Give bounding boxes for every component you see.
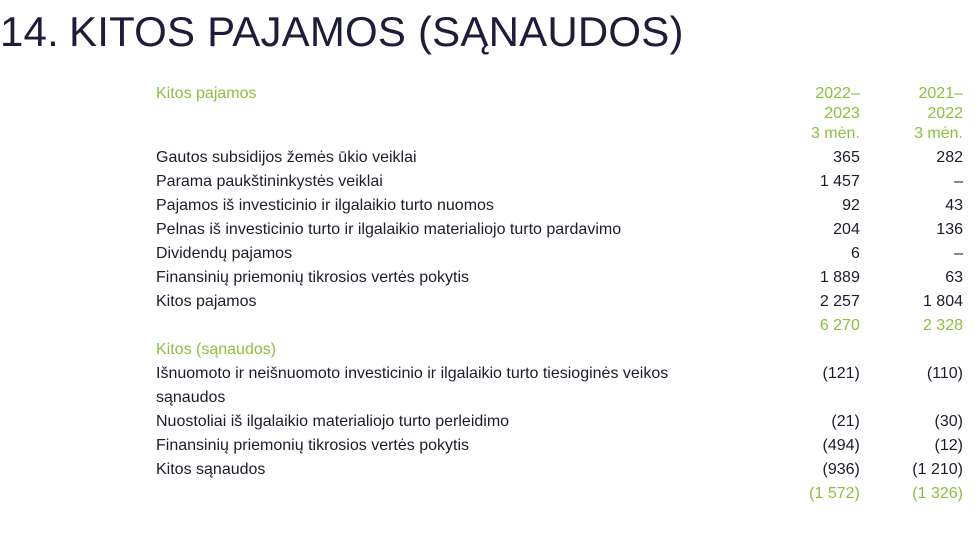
row-label: Finansinių priemonių tikrosios vertės pokytis xyxy=(156,437,470,454)
row-value-prior: 136 xyxy=(936,221,963,238)
expenses-section-label: Kitos (sąnaudos) xyxy=(156,341,277,358)
row-label: Išnuomoto ir neišnuomoto investicinio ir ilgalaikio turto tiesioginės veikos sąnaudos xyxy=(156,365,669,406)
row-value-prior: – xyxy=(954,173,963,190)
table-row xyxy=(156,458,963,482)
row-value-prior: 1 804 xyxy=(922,293,963,310)
row-value-current: (121) xyxy=(822,365,860,382)
section-title-text: KITOS PAJAMOS (SĄNAUDOS) xyxy=(69,8,684,55)
row-value-current: 204 xyxy=(833,221,860,238)
table-row xyxy=(156,266,963,290)
column-header-2021-2022 xyxy=(860,82,963,144)
row-value-current: 6 xyxy=(850,245,860,262)
row-label: Dividendų pajamos xyxy=(156,245,293,262)
expenses-section-row xyxy=(156,338,963,362)
row-value-prior: (110) xyxy=(926,365,963,382)
row-value-current: (936) xyxy=(822,461,860,478)
column-header-line: 2022– xyxy=(815,85,860,102)
row-label: Pajamos iš investicinio ir ilgalaikio turto nuomos xyxy=(156,197,494,214)
table-row xyxy=(156,242,963,266)
table-row xyxy=(156,362,963,410)
income-total-current: 6 270 xyxy=(819,317,860,334)
row-value-prior: – xyxy=(954,245,963,262)
table-row xyxy=(156,146,963,170)
column-header-2022-2023 xyxy=(757,82,860,144)
income-total-prior: 2 328 xyxy=(922,317,963,334)
column-header-line: 3 mėn. xyxy=(810,125,860,142)
row-value-current: 1 457 xyxy=(819,173,860,190)
income-section-label: Kitos pajamos xyxy=(156,85,257,102)
expenses-total-prior: (1 326) xyxy=(912,485,963,502)
column-header-line: 3 mėn. xyxy=(914,125,963,142)
table-row xyxy=(156,170,963,194)
table-row xyxy=(156,290,963,314)
row-value-current: 92 xyxy=(842,197,860,214)
table-row xyxy=(156,410,963,434)
table-row xyxy=(156,434,963,458)
row-label: Nuostoliai iš ilgalaikio materialiojo turto perleidimo xyxy=(156,413,510,430)
row-value-current: 2 257 xyxy=(819,293,860,310)
row-value-current: (494) xyxy=(822,437,860,454)
row-value-prior: (12) xyxy=(934,437,963,454)
expenses-total-current: (1 572) xyxy=(809,485,860,502)
table-header-row xyxy=(156,82,963,144)
row-value-prior: (1 210) xyxy=(912,461,963,478)
row-value-current: 1 889 xyxy=(819,269,860,286)
row-label: Pelnas iš investicinio turto ir ilgalaikio materialiojo turto pardavimo xyxy=(156,221,622,238)
income-total-row xyxy=(156,314,963,338)
row-label: Kitos sąnaudos xyxy=(156,461,266,478)
table-row xyxy=(156,218,963,242)
page-title xyxy=(0,6,684,58)
row-label: Gautos subsidijos žemės ūkio veiklai xyxy=(156,149,417,166)
column-header-line: 2021– xyxy=(918,85,963,102)
section-number: 14. xyxy=(0,8,59,55)
row-value-prior: 43 xyxy=(945,197,963,214)
row-value-prior: 282 xyxy=(936,149,963,166)
row-label: Parama paukštininkystės veiklai xyxy=(156,173,383,190)
row-value-current: (21) xyxy=(831,413,860,430)
row-value-prior: 63 xyxy=(945,269,963,286)
column-header-line: 2022 xyxy=(927,105,963,122)
table-row xyxy=(156,194,963,218)
column-header-line: 2023 xyxy=(824,105,860,122)
row-value-current: 365 xyxy=(833,149,860,166)
expenses-total-row xyxy=(156,482,963,506)
financial-table xyxy=(156,82,963,506)
row-label: Finansinių priemonių tikrosios vertės pokytis xyxy=(156,269,470,286)
row-label: Kitos pajamos xyxy=(156,293,257,310)
row-value-prior: (30) xyxy=(934,413,963,430)
